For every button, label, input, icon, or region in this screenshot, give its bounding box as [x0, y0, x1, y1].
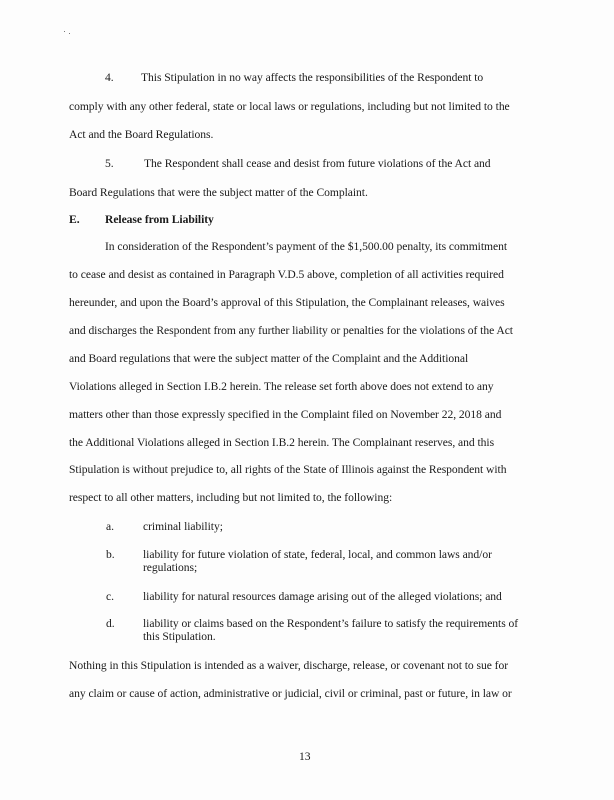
section-e-line: Violations alleged in Section I.B.2 herein. The release set forth above does not extend to any — [69, 380, 494, 393]
scan-speck — [64, 31, 65, 32]
list-item-text-continued: regulations; — [143, 561, 198, 574]
section-e-line: respect to all other matters, including but not limited to, the following: — [69, 491, 393, 504]
paragraph-4-line-3: Act and the Board Regulations. — [69, 128, 214, 141]
list-item-text: liability for natural resources damage arising out of the alleged violations; and — [143, 590, 502, 603]
paragraph-4-number: 4. — [105, 71, 114, 84]
section-e-line: matters other than those expressly specified in the Complaint filed on November 22, 2018 and — [69, 408, 502, 421]
paragraph-4-line-2: comply with any other federal, state or local laws or regulations, including but not limited to the — [69, 100, 510, 113]
paragraph-5-line-2: Board Regulations that were the subject matter of the Complaint. — [69, 186, 368, 199]
section-e-line: In consideration of the Respondent’s payment of the $1,500.00 penalty, its commitment — [105, 240, 507, 253]
list-item-text: liability or claims based on the Respondent’s failure to satisfy the requirements of — [143, 617, 519, 630]
section-e-heading: Release from Liability — [105, 213, 214, 226]
paragraph-5-number: 5. — [105, 157, 114, 170]
paragraph-4-line-1: This Stipulation in no way affects the responsibilities of the Respondent to — [141, 71, 484, 84]
list-item-text-continued: this Stipulation. — [143, 630, 216, 643]
page-number: 13 — [299, 750, 311, 763]
section-e-line: to cease and desist as contained in Paragraph V.D.5 above, completion of all activities required — [69, 268, 504, 281]
scan-speck — [69, 33, 70, 34]
section-e-line: and Board regulations that were the subject matter of the Complaint and the Additional — [69, 352, 469, 365]
paragraph-5-line-1: The Respondent shall cease and desist from future violations of the Act and — [144, 157, 491, 170]
section-e-letter: E. — [69, 213, 80, 226]
section-e-line: hereunder, and upon the Board’s approval of this Stipulation, the Complainant releases, waives — [69, 296, 505, 309]
list-item-label: d. — [106, 617, 115, 630]
closing-line-2: any claim or cause of action, administrative or judicial, civil or criminal, past or future, in law or — [69, 687, 512, 700]
list-item-text: liability for future violation of state, federal, local, and common laws and/or — [143, 548, 492, 561]
list-item-label: a. — [106, 520, 115, 533]
section-e-line: the Additional Violations alleged in Section I.B.2 herein. The Complainant reserves, and this — [69, 436, 495, 449]
list-item-label: c. — [106, 590, 115, 603]
section-e-line: Stipulation is without prejudice to, all rights of the State of Illinois against the Respondent with — [69, 463, 507, 476]
list-item-label: b. — [106, 548, 115, 561]
closing-line-1: Nothing in this Stipulation is intended as a waiver, discharge, release, or covenant not to sue for — [69, 659, 509, 672]
list-item-text: criminal liability; — [143, 520, 223, 533]
section-e-line: and discharges the Respondent from any further liability or penalties for the violations of the Act — [69, 324, 513, 337]
